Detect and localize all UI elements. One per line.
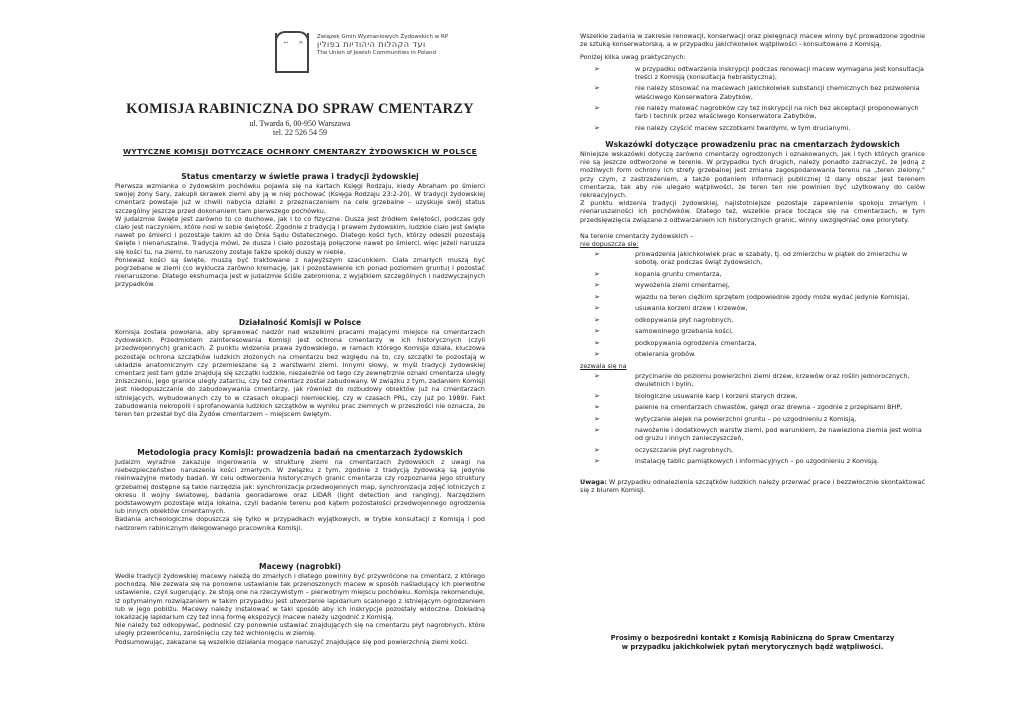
list-item: ➢ podkopywania ogrodzenia cmentarza, — [580, 339, 925, 347]
note-text: W przypadku odnalezienia szczątków ludzkich należy przerwać prace i bezzwłocznie skontaktować się z biurem Komisji. — [580, 477, 925, 494]
allowed-label: zezwala się na — [580, 361, 627, 370]
org-name-polish: Związek Gmin Wyznaniowych Żydowskich w RP — [317, 34, 449, 40]
paragraph: Niniejsze wskazówki dotyczą zarówno cmentarzy ogrodzonych i oznakowanych, jak i tych których granice nie są jeszcze odtworzone w terenie. W przypadku tych drugich, należy ponadto zaznaczyć, że jedną z możliwych form ochrony ich strefy grzebalnej jest zmiana zagospodarowania terenu na „teren zielony," przy czym, z zastrzeżeniem, a także podaniem informacji publicznej iż dany obszar jest terenem cmentarza, tak aby nie ulegało wątpliwości, że teren ten nie powinien być użytkowany do celów rekreacyjnych. — [580, 149, 925, 199]
section-heading: Macewy (nagrobki) — [259, 562, 341, 571]
address: ul. Twarda 6, 00-950 Warszawa — [249, 119, 351, 128]
list-item: ➢ przycinanie do poziomu powierzchni ziemi drzew, krzewów oraz roślin jednorocznych, dwuletnich i bylin, — [580, 372, 925, 388]
list-item: ➢ otwierania grobów. — [580, 350, 925, 358]
note-label: Uwaga: — [580, 477, 607, 486]
list-item: ➢ nie należy stosować na macewach jakichkolwiek substancji chemicznych bez pozwolenia właściwego Konserwatora Zabytków, — [580, 84, 925, 100]
list-item: ➢ odkopywania płyt nagrobnych, — [580, 316, 925, 324]
section-heading: Status cmentarzy w świetle prawa i tradycji żydowskiej — [181, 172, 419, 181]
list-item: ➢ usuwania korzeni drzew i krzewów, — [580, 304, 925, 312]
prohibited-label: nie dopuszcza się: — [580, 239, 639, 248]
paragraph: Z punktu widzenia tradycji żydowskiej, najistotniejsze pozostaje zapewnienie spokoju zmarłym i nienaruszalności ich pochówków. Dlatego też, wszelkie prace toczące się na cmentarzach, w tym przedsięwzięcia związane z odtwarzaniem ich historycznych granic, winny uwzględniać owe priorytety. — [580, 199, 925, 224]
section-heading: Metodologia pracy Komisji: prowadzenia badań na cmentarzach żydowskich — [137, 448, 463, 457]
list-item: ➢ samowolnego grzebania kości, — [580, 327, 925, 335]
paragraph: Pierwsza wzmianka o żydowskim pochówku pojawia się na kartach Księgi Rodzaju, kiedy Abraham po śmierci swojej żony Sary, zakupił skrawek ziemi aby ją w niej pochować (Księga Rodzaju 23:2-20). W tradycji żydowskiej cmentarz powstaje już w chwili nabycia działki z przeznaczeniem na cele grzebalne – uzyskuje swój status szczególny jeszcze przed dokonaniem tam pierwszego pochówku. — [115, 182, 485, 215]
list-item: ➢ w przypadku odtwarzania inskrypcji podczas renowacji macew wymagana jest konsultacja treści z Komisją (konsultacja hebraistyczna), — [580, 65, 925, 81]
page-title: KOMISJA RABINICZNA DO SPRAW CMENTARZY — [126, 101, 474, 117]
paragraph: Nie należy też odkopywać, podnosić czy ponownie ustawiać znajdujących się na cmentarzu płyt nagrobnych, które uległy przewróceniu, zarośnięciu czy też wchłonięciu w ziemię. — [115, 621, 485, 638]
list-item: ➢ palenie na cmentarzach chwastów, gałęzi oraz drewna – zgodnie z przepisami BHP, — [580, 403, 925, 411]
paragraph: Badania archeologiczne dopuszcza się tylko w przypadkach wyjątkowych, w trybie konsultacji z Komisją i pod nadzorem rabinicznym delegowanego pracownika Komisji. — [115, 515, 485, 532]
paragraph: Wedle tradycji żydowskiej macewy należą do zmarłych i dlatego powinny być przywrócone na cmentarz, z którego pochodzą. Nie zezwala się na ponowne ustawianie tak przenoszonych macew w sposób naśladujący ich pierwotne ustawienie, czyli sugerujący, że stoją one na rzeczywistym – pierwotnym miejscu pochówku. Komisja rekomenduje, iż optymalnym rozwiązaniem w takim przypadku jest utworzenie lapidarium scalonego z istniejącym ogrodzeniem lub w jego pobliżu. Macewy należy instalować w taki sposób aby ich inskrypcje pozostały widoczne. Dokładną lokalizację lapidarium czy też inną formę ekspozycji macew należy uzgodnić z Komisją. — [115, 572, 485, 622]
org-name-english: The Union of Jewish Communities in Poland — [317, 50, 437, 56]
org-name-hebrew: ועד הקהלות היהודיות בפולין — [317, 40, 426, 49]
right-page — [580, 0, 925, 494]
list-item: ➢ wytyczanie alejek na powierzchni gruntu – po uzgodnieniu z Komisją, — [580, 415, 925, 423]
intro-paragraph: Wszelkie zadania w zakresie renowacji, konserwacji oraz pielęgnacji macew winny być prowadzone zgodnie ze sztuką konserwatorską, a w przypadku jakichkolwiek wątpliwości - konsultowane z Komisją. — [580, 32, 925, 49]
list-item: ➢ kopania gruntu cmentarza, — [580, 270, 925, 278]
section-heading: Wskazówki dotyczące prowadzeniu prac na cmentarzach żydowskich — [605, 139, 900, 149]
contact-line: w przypadku jakichkolwiek pytań merytorycznych bądź wątpliwości. — [621, 643, 884, 651]
list-item: ➢ nawożenie i dodatkowych warstw ziemi, pod warunkiem, że nawieziona ziemia jest wolna od gruzu i innych zanieczyszczeń, — [580, 426, 925, 442]
paragraph: W judaizmie święte jest zarówno to co duchowe, jak i to co fizyczne. Dusza jest źródłem świętości, podczas gdy ciało jest naczyniem, które nosi w sobie świętość. Zgodnie z tradycją i prawem żydowskim, ludzkie ciało jest święte nawet po śmierci i pozostaje takim aż do Dnia Sądu Ostatecznego. Dlatego kości tych, którzy odeszli pozostają święte i nienaruszalne. Tradycja mówi, że dusza i ciało pozostają połączone nawet po śmierci, więc jeżeli narusza się kości tu, na ziemi, to naruszony zostaje także spokój duszy w niebie. — [115, 214, 485, 256]
list-item: ➢ nie należy czyścić macew szczotkami twardymi, w tym drucianymi. — [580, 124, 925, 132]
list-item: ➢ oczyszczanie płyt nagrobnych, — [580, 446, 925, 454]
list-item: ➢ instalację tablic pamiątkowych i informacyjnych – po uzgodnieniu z Komisją. — [580, 457, 925, 465]
note — [580, 478, 925, 494]
list-item: ➢ wywożenia ziemi cmentarnej, — [580, 281, 925, 289]
practical-notes-list — [580, 65, 925, 132]
section-status — [115, 172, 485, 289]
paragraph: Komisja została powołana, aby sprawować nadzór nad wszelkimi pracami mającymi miejsce na cmentarzach żydowskich. Przedmiotem zainteresowania Komisji jest ochrona cmentarzy w ich historycznych (czyli przedwojennych) granicach. Z punktu widzenia prawa żydowskiego, w ramach którego Komisja działa, kluczowa pozostaje ochrona szczątków ludzkich złożonych na cmentarzu bez względu na to, czy szczątki te pozostają w układzie anatomicznym czy przemieszane są z warstwami ziemi. Innymi słowy, w myśl tradycji żydowskiej cmentarz jest tam gdzie znajdują się szczątki ludzkie, niezależnie od tego czy zewnętrznie oznaki cmentarza uległy zniszczeniu, jego granice uległy zatarciu, czy też cmentarz został zabudowany. W związku z tym, zadaniem Komisji jest niedopuszczanie do zabudowywania cmentarzy, jak również do rozbudowy obiektów już na cmentarzach istniejących, wybudowanych czy to w czasach okupacji niemieckiej, czy w czasach PRL, czy już po 1989r. Fakt zabudowania nekropolii i sprofanowania ludzkich szczątków w wyniku prac ziemnych w przeszłości nie oznacza, że teren ten przestał być dla Żydów cmentarzem – miejscem świętym. — [115, 328, 485, 419]
phone: tel. 22 526 54 59 — [273, 128, 327, 137]
org-logo — [275, 33, 448, 73]
paragraph: Podsumowując, zakazane są wszelkie działania mogące naruszyć znajdujące się pod powierzchnią ziemi kości. — [115, 637, 469, 646]
section-matzevot — [115, 562, 485, 646]
document-title: WYTYCZNE KOMISJI DOTYCZĄCE OCHRONY CMENTARZY ŻYDOWSKICH W POLSCE — [122, 147, 478, 156]
prohibited-intro: Na terenie cmentarzy żydowskich – — [580, 231, 694, 240]
org-names — [317, 33, 448, 57]
examples-label: Poniżej kilka uwag praktycznych: — [580, 53, 686, 62]
contact-line: Prosimy o bezpośredni kontakt z Komisją Rabiniczną do Spraw Cmentarzy — [610, 634, 895, 642]
contact-footer — [580, 634, 925, 652]
section-methodology — [115, 448, 485, 532]
list-item: ➢ wjazdu na teren ciężkim sprzętem (odpowiednie zgody może wydać jedynie Komisja), — [580, 293, 925, 301]
paragraph: Judaizm wyraźnie zakazuje ingerowania w strukturę ziemi na cmentarzach żydowskich z uwagi na niebezpieczeństwo naruszenia kości zmarłych. W związku z tym, zgodnie z tradycją żydowską są jedynie nieinwazyjne metody badań. W celu odtworzenia historycznych granic cmentarza czy rozpoznania jego struktury grzebalnej dostępne są takie narzędzia jak: synchronizacja przedwojennych map, synchronizacja zdjęć lotniczych z okresu II wojny światowej, badania georadarowe oraz LIDAR (light detection and ranging). Narzędziem podstawowym pozostaje wizja lokalna, czyli badanie terenu pod kątem pozostałości przedwojennego ogrodzenia lub innych obiektów cmentarnych. — [115, 458, 485, 516]
paragraph: Ponieważ kości są święte, muszą być traktowane z najwyższym szacunkiem. Ciała zmarłych muszą być pogrzebane w ziemi (co wyklucza zarówno kremację, jak i pozostawienie ich ponad poziomem gruntu) i pozostać nienaruszone. Dlatego ekshumacja jest w judaizmie ściśle zabroniona, z wyjątkiem szczególnych i nadzwyczajnych przypadków. — [115, 255, 485, 289]
list-item: ➢ prowadzenia jakichkolwiek prac w szabaty, tj. od zmierzchu w piątek do zmierzchu w sobotę, oraz podczas świąt żydowskich, — [580, 250, 925, 266]
list-item: ➢ nie należy malować nagrobków czy też inskrypcji na nich bez akceptacji proponowanych farb i technik przez właściwego Konserwatora Zabytków, — [580, 104, 925, 120]
allowed-list — [580, 372, 925, 466]
menorah-logo-icon: I R — [275, 33, 309, 73]
section-activity — [115, 318, 485, 418]
prohibited-list — [580, 250, 925, 358]
list-item: ➢ biologiczne usuwanie karp i korzeni starych drzew, — [580, 392, 925, 400]
section-heading: Działalność Komisji w Polsce — [238, 318, 362, 327]
